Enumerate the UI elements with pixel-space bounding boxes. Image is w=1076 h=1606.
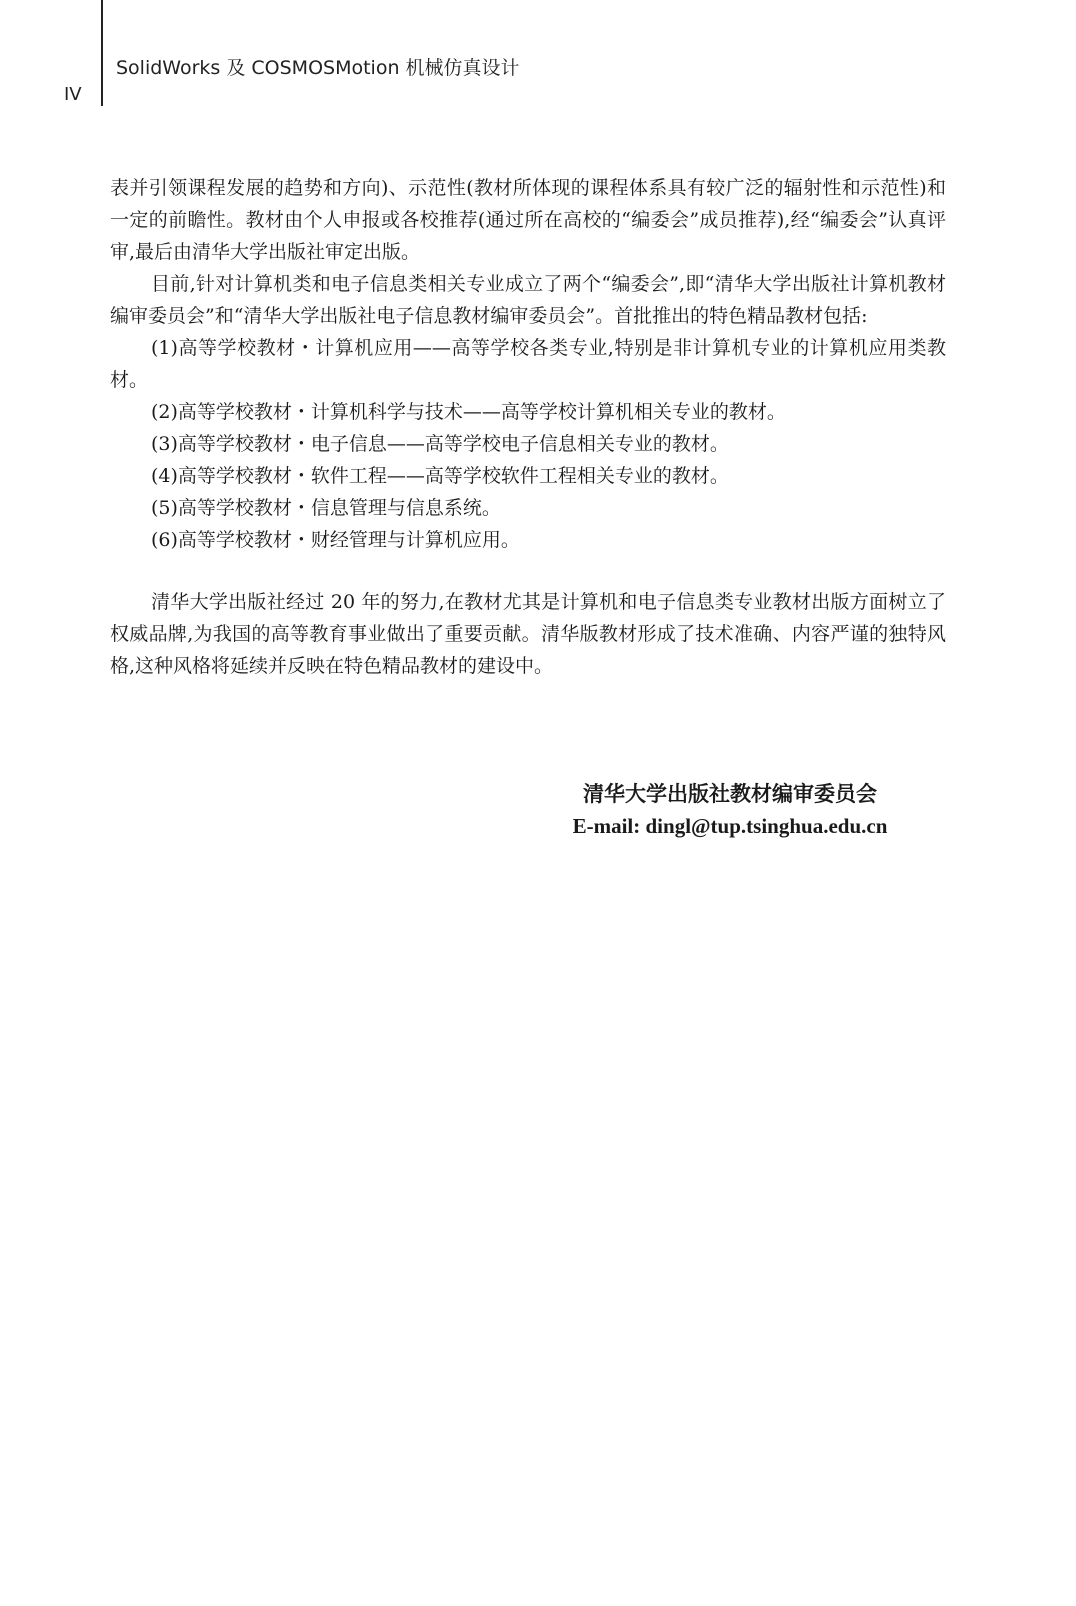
- paragraph-2: 目前,针对计算机类和电子信息类相关专业成立了两个“编委会”,即“清华大学出版社计算机教材编审委员会”和“清华大学出版社电子信息教材编审委员会”。首批推出的特色精品教材包括:: [110, 273, 946, 327]
- body-text: [110, 172, 946, 682]
- signature-block: [520, 778, 940, 842]
- list-item-6: (6)高等学校教材・财经管理与计算机应用。: [151, 529, 520, 551]
- signature-organization: 清华大学出版社教材编审委员会: [583, 782, 877, 806]
- page-number: IV: [64, 84, 82, 105]
- list-item-4: (4)高等学校教材・软件工程——高等学校软件工程相关专业的教材。: [151, 465, 729, 487]
- running-title: SolidWorks 及 COSMOSMotion 机械仿真设计: [116, 57, 520, 79]
- header-rule: [101, 0, 103, 106]
- list-item-2: (2)高等学校教材・计算机科学与技术——高等学校计算机相关专业的教材。: [151, 401, 786, 423]
- paragraph-3: 清华大学出版社经过 20 年的努力,在教材尤其是计算机和电子信息类专业教材出版方面树立了权威品牌,为我国的高等教育事业做出了重要贡献。清华版教材形成了技术准确、内容严谨的独特风格,这种风格将延续并反映在特色精品教材的建设中。: [110, 591, 946, 677]
- list-item-5: (5)高等学校教材・信息管理与信息系统。: [151, 497, 501, 519]
- list-item-3: (3)高等学校教材・电子信息——高等学校电子信息相关专业的教材。: [151, 433, 729, 455]
- paragraph-1: 表并引领课程发展的趋势和方向)、示范性(教材所体现的课程体系具有较广泛的辐射性和示范性)和一定的前瞻性。教材由个人申报或各校推荐(通过所在高校的“编委会”成员推荐),经“编委会”认真评审,最后由清华大学出版社审定出版。: [110, 177, 946, 263]
- paragraph-gap: [110, 556, 946, 586]
- list-item-1: (1)高等学校教材・计算机应用——高等学校各类专业,特别是非计算机专业的计算机应用类教材。: [110, 337, 946, 391]
- signature-email: E-mail: dingl@tup.tsinghua.edu.cn: [572, 814, 888, 838]
